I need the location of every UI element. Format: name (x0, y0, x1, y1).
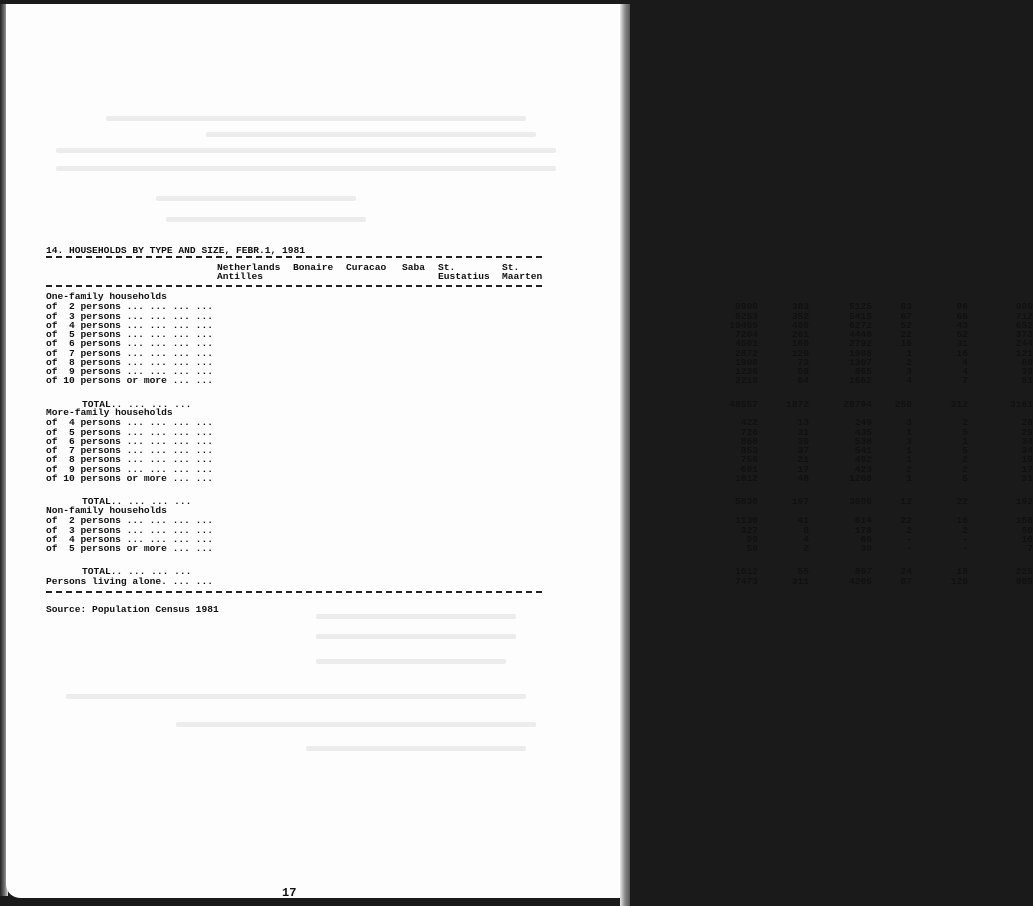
cell-value: 4 (962, 366, 968, 377)
section-heading: Non-family households (46, 505, 167, 516)
row-label: of 5 persons ... ... ... ... (46, 329, 213, 340)
cell-value: 22 (956, 496, 968, 507)
cell-value: 64 (797, 375, 809, 387)
bleed-through (206, 132, 536, 137)
cell-value: 2 (906, 463, 912, 475)
cell-value: 712 (1015, 310, 1033, 322)
bleed-through (106, 116, 526, 121)
cell-value: 1307 (848, 356, 872, 368)
column-header-line1: St. (438, 262, 456, 273)
cell-value: 10465 (729, 319, 758, 331)
cell-value: - (906, 533, 912, 545)
bleed-through (166, 217, 366, 222)
cell-value: 261 (791, 329, 809, 340)
bleed-through (316, 634, 516, 639)
cell-value: 225 (1015, 566, 1033, 578)
cell-value: 29 (1021, 426, 1033, 438)
cell-value: 541 (854, 445, 872, 456)
cell-value: 5125 (848, 301, 872, 313)
cell-value: 989 (1015, 576, 1033, 587)
column-header-line2: Antilles (217, 271, 264, 283)
cell-value: 3 (906, 435, 912, 447)
cell-value: 16 (900, 338, 912, 350)
cell-value: 2 (906, 524, 912, 536)
cell-value: 66 (956, 310, 968, 322)
row-label: of 2 persons ... ... ... ... (46, 515, 213, 527)
cell-value: 8900 (734, 301, 758, 313)
cell-value: 756 (740, 454, 758, 466)
cell-value: 249 (854, 417, 872, 429)
cell-value: 96 (956, 301, 968, 313)
cell-value: 3886 (848, 496, 872, 507)
bleed-through (66, 694, 526, 699)
cell-value: 327 (740, 524, 758, 536)
cell-value: 1208 (848, 472, 872, 484)
cell-value: 726 (740, 426, 758, 438)
dashed-rule (46, 591, 542, 593)
cell-value: 83 (900, 301, 912, 313)
cell-value: 12 (900, 496, 912, 507)
cell-value: 24 (900, 566, 912, 578)
cell-value: 87 (900, 576, 912, 587)
cell-value: 30 (797, 435, 809, 447)
cell-value: 39 (860, 543, 872, 554)
cell-value: 34 (1021, 435, 1033, 447)
cell-value: 31 (797, 426, 809, 438)
cell-value: 17 (797, 463, 809, 475)
cell-value: 250 (894, 398, 912, 410)
cell-value: 9253 (734, 310, 758, 322)
table-title: 14. HOUSEHOLDS BY TYPE AND SIZE, FEBR.1, 1981 (46, 245, 306, 256)
cell-value: 352 (791, 310, 809, 322)
row-label: of 3 persons ... ... ... ... (46, 310, 213, 322)
cell-value: 5 (962, 426, 968, 438)
cell-value: 435 (854, 426, 872, 438)
cell-value: 1612 (734, 472, 758, 484)
cell-value: 48 (797, 472, 809, 484)
table-row (46, 472, 1033, 484)
cell-value: 538 (854, 435, 872, 447)
row-label: of 7 persons ... ... ... ... (46, 445, 213, 456)
cell-value: 1872 (785, 398, 809, 410)
cell-value: 2 (962, 417, 968, 429)
cell-value: 868 (740, 435, 758, 447)
cell-value: 60 (1021, 356, 1033, 368)
cell-value: 5 (962, 472, 968, 484)
cell-value: 1 (906, 347, 912, 359)
cell-value: 652 (1015, 319, 1033, 331)
cell-value: 52 (956, 329, 968, 340)
cell-value: 22 (900, 515, 912, 527)
column-header-line1: Saba (402, 262, 426, 273)
cell-value: 422 (740, 417, 758, 429)
cell-value: 7 (1027, 543, 1033, 554)
cell-value: 897 (854, 566, 872, 578)
cell-value: 37 (797, 445, 809, 456)
section-heading: One-family households (46, 291, 167, 302)
cell-value: 853 (740, 445, 758, 456)
row-label: of 4 persons ... ... ... ... (46, 533, 213, 545)
cell-value: 3161 (1009, 398, 1033, 410)
cell-value: 492 (854, 454, 872, 466)
cell-value: 1 (906, 426, 912, 438)
cell-value: 4205 (848, 576, 872, 587)
cell-value: 1 (962, 435, 968, 447)
cell-value: - (962, 543, 968, 554)
cell-value: 13 (797, 417, 809, 429)
column-header (217, 263, 280, 281)
table-row (46, 375, 1033, 387)
column-header (402, 263, 425, 272)
cell-value: 909 (1015, 301, 1033, 313)
cell-value: 3 (906, 417, 912, 429)
cell-value: 51 (1021, 375, 1033, 387)
page-number: 17 (282, 886, 297, 900)
total-label: TOTAL.. ... ... ... (82, 496, 192, 507)
cell-value: 4501 (734, 338, 758, 350)
cell-value: 1612 (734, 566, 758, 578)
cell-value: 244 (1015, 338, 1033, 350)
dashed-rule (46, 256, 542, 258)
cell-value: 73 (797, 356, 809, 368)
column-header (346, 263, 386, 272)
row-label: of 4 persons ... ... ... ... (46, 319, 213, 331)
cell-value: 7204 (734, 329, 758, 340)
cell-value: 197 (791, 496, 809, 507)
bleed-through (176, 722, 536, 727)
cell-value: 17 (1021, 463, 1033, 475)
cell-value: 18 (956, 566, 968, 578)
cell-value: 99 (746, 533, 758, 545)
cell-value: 31 (1021, 472, 1033, 484)
column-header (502, 263, 542, 281)
row-label: of 6 persons ... ... ... ... (46, 435, 213, 447)
cell-value: 19 (1021, 454, 1033, 466)
dashed-rule (46, 285, 542, 287)
cell-value: 383 (791, 301, 809, 313)
cell-value: 28 (1021, 417, 1033, 429)
row-label: of 2 persons ... ... ... ... (46, 301, 213, 313)
column-header-line2: Eustatius (438, 271, 490, 283)
cell-value: 5415 (848, 310, 872, 322)
row-label: of 9 persons ... ... ... ... (46, 463, 213, 475)
cell-value: 1 (906, 445, 912, 456)
column-header (438, 263, 490, 281)
cell-value: 373 (1015, 329, 1033, 340)
row-label: of 4 persons ... ... ... ... (46, 417, 213, 429)
row-label: of 10 persons or more ... ... (46, 375, 213, 387)
cell-value: 22 (900, 329, 912, 340)
total-label: TOTAL.. ... ... ... (82, 398, 192, 410)
column-header-line1: St. (502, 262, 520, 273)
cell-value: 1908 (734, 356, 758, 368)
cell-value: 16 (956, 347, 968, 359)
cell-value: 29794 (843, 398, 872, 410)
row-label: of 7 persons ... ... ... ... (46, 347, 213, 359)
cell-value: 423 (854, 463, 872, 475)
row-label: of 3 persons ... ... ... ... (46, 524, 213, 536)
row-label: of 10 persons or more ... ... (46, 472, 213, 484)
column-header-line1: Curacao (346, 262, 387, 273)
scan-right-edge (620, 4, 630, 906)
cell-value: 158 (1015, 515, 1033, 527)
cell-value: 2 (962, 463, 968, 475)
cell-value: - (962, 533, 968, 545)
cell-value: 5 (962, 445, 968, 456)
cell-value: 48557 (729, 398, 758, 410)
cell-value: 1130 (734, 515, 758, 527)
cell-value: 614 (854, 515, 872, 527)
cell-value: 56 (746, 543, 758, 554)
column-header (293, 263, 333, 272)
cell-value: 66 (860, 533, 872, 545)
cell-value: 1662 (848, 375, 872, 387)
section-heading: More-family households (46, 407, 173, 418)
column-header-line1: Bonaire (293, 262, 334, 273)
cell-value: 178 (854, 524, 872, 536)
cell-value: 1 (906, 454, 912, 466)
cell-value: 120 (791, 347, 809, 359)
cell-value: 2 (906, 356, 912, 368)
persons-living-alone-row (46, 576, 1033, 587)
cell-value: 55 (797, 566, 809, 578)
bleed-through (306, 746, 526, 751)
cell-value: 120 (950, 576, 968, 587)
cell-value: 2 (803, 543, 809, 554)
cell-value: 31 (956, 338, 968, 350)
source-note: Source: Population Census 1981 (46, 604, 219, 615)
cell-value: 311 (791, 576, 809, 587)
cell-value: 7473 (734, 576, 758, 587)
cell-value: 2 (962, 524, 968, 536)
cell-value: 2218 (734, 375, 758, 387)
bleed-through (316, 614, 516, 619)
cell-value: 3 (906, 366, 912, 377)
total-label: TOTAL.. ... ... ... (82, 566, 192, 578)
row-label: Persons living alone. ... ... (46, 576, 213, 587)
cell-value: 312 (950, 398, 968, 410)
cell-value: 10 (1021, 533, 1033, 545)
cell-value: 5838 (734, 496, 758, 507)
row-label: of 5 persons or more ... ... (46, 543, 213, 554)
cell-value: 160 (791, 338, 809, 350)
cell-value: 43 (956, 319, 968, 331)
cell-value: 4448 (848, 329, 872, 340)
row-label: of 8 persons ... ... ... ... (46, 356, 213, 368)
cell-value: 52 (900, 319, 912, 331)
row-label: of 8 persons ... ... ... ... (46, 454, 213, 466)
cell-value: - (906, 543, 912, 554)
cell-value: 192 (1015, 496, 1033, 507)
bleed-through (56, 148, 556, 153)
bleed-through (156, 196, 356, 201)
cell-value: 7 (962, 375, 968, 387)
cell-value: 4 (962, 356, 968, 368)
cell-value: 2792 (848, 338, 872, 350)
cell-value: 121 (1015, 347, 1033, 359)
column-header-line2: Maarten (502, 271, 543, 283)
row-label: of 9 persons ... ... ... ... (46, 366, 213, 377)
cell-value: 39 (1021, 366, 1033, 377)
column-header-line1: Netherlands (217, 262, 281, 273)
cell-value: 2872 (734, 347, 758, 359)
cell-value: 59 (797, 366, 809, 377)
cell-value: 1908 (848, 347, 872, 359)
bleed-through (56, 166, 556, 171)
cell-value: 16 (956, 515, 968, 527)
cell-value: 41 (797, 515, 809, 527)
cell-value: 21 (797, 454, 809, 466)
cell-value: 8 (803, 524, 809, 536)
bleed-through (316, 659, 506, 664)
cell-value: 1 (906, 472, 912, 484)
cell-value: 601 (740, 463, 758, 475)
row-label: of 5 persons ... ... ... ... (46, 426, 213, 438)
cell-value: 4 (803, 533, 809, 545)
cell-value: 67 (900, 310, 912, 322)
cell-value: 34 (1021, 445, 1033, 456)
cell-value: 50 (1021, 524, 1033, 536)
cell-value: 4 (906, 375, 912, 387)
cell-value: 2 (962, 454, 968, 466)
table-row (46, 543, 1033, 554)
row-label: of 6 persons ... ... ... ... (46, 338, 213, 350)
cell-value: 6272 (848, 319, 872, 331)
cell-value: 865 (854, 366, 872, 377)
cell-value: 400 (791, 319, 809, 331)
cell-value: 1236 (734, 366, 758, 377)
